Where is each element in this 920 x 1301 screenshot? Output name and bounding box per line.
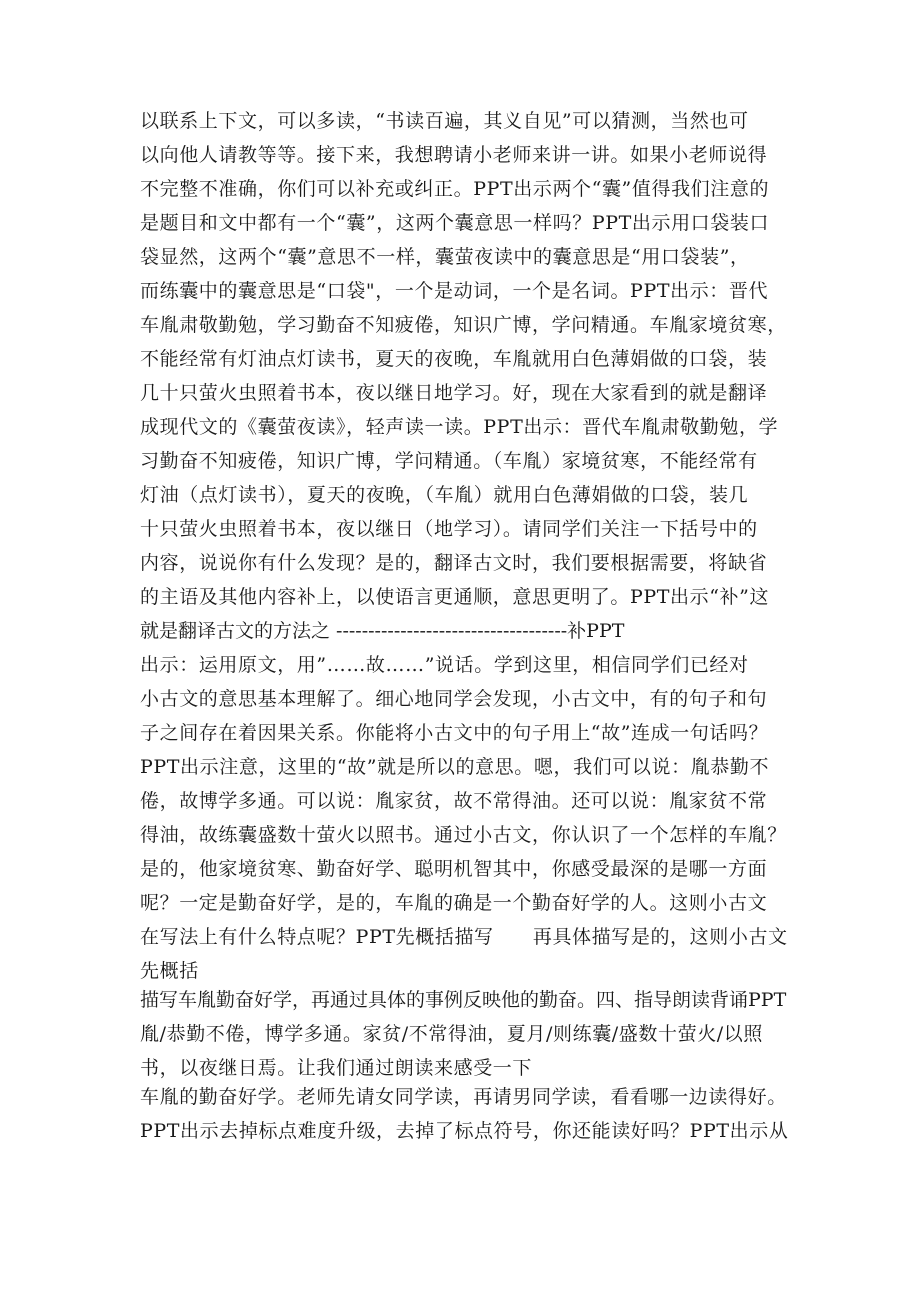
text-line: 得油，故练囊盛数十萤火以照书。通过小古文，你认识了一个怎样的车胤？ — [140, 824, 787, 846]
text-line: 子之间存在着因果关系。你能将小古文中的句子用上“故”连成一句话吗？ — [140, 722, 769, 744]
text-line: 袋显然，这两个“囊”意思不一样，囊萤夜读中的囊意思是“用口袋装”， — [140, 246, 750, 268]
text-line: 先概括 — [140, 960, 199, 982]
text-line: 几十只萤火虫照着书本，夜以继日地学习。好，现在大家看到的就是翻译 — [140, 382, 768, 404]
text-line: 小古文的意思基本理解了。细心地同学会发现，小古文中，有的句子和句 — [140, 688, 768, 710]
text-line: 车胤的勤奋好学。老师先请女同学读，再请男同学读，看看哪一边读得好。 — [140, 1086, 787, 1108]
text-line: 不能经常有灯油点灯读书，夏天的夜晚，车胤就用白色薄娟做的口袋，装 — [140, 348, 768, 370]
text-line: PPT出示注意，这里的“故”就是所以的意思。嗯，我们可以说：胤恭勤不 — [140, 756, 770, 778]
text-line: 是题目和文中都有一个“囊”，这两个囊意思一样吗？PPT出示用口袋装口 — [140, 212, 770, 234]
text-line: 以联系上下文，可以多读，“书读百遍，其义自见”可以猜测，当然也可 — [140, 110, 749, 132]
text-line: 不完整不准确，你们可以补充或纠正。PPT出示两个“囊”值得我们注意的 — [140, 178, 770, 200]
text-line: 呢？一定是勤奋好学，是的，车胤的确是一个勤奋好学的人。这则小古文 — [140, 892, 768, 914]
text-line: 十只萤火虫照着书本，夜以继日（地学习）。请同学们关注一下括号中的 — [140, 518, 758, 540]
text-line: 出示：运用原文，用”……故……”说话。学到这里，相信同学们已经对 — [140, 654, 749, 676]
text-line: 倦，故博学多通。可以说：胤家贫，故不常得油。还可以说：胤家贫不常 — [140, 790, 768, 812]
text-line: 以向他人请教等等。接下来，我想聘请小老师来讲一讲。如果小老师说得 — [140, 144, 768, 166]
text-line: 的主语及其他内容补上，以使语言更通顺，意思更明了。PPT出示“补”这 — [140, 586, 770, 608]
text-line: 灯油（点灯读书），夏天的夜晚，（车胤）就用白色薄娟做的口袋，装几 — [140, 484, 749, 506]
text-line: 车胤肃敬勤勉，学习勤奋不知疲倦，知识广博，学问精通。车胤家境贫寒， — [140, 314, 787, 336]
document-body — [140, 110, 790, 1154]
text-line: 成现代文的《囊萤夜读》，轻声读一读。PPT出示：晋代车胤肃敬勤勉，学 — [140, 416, 779, 438]
text-line: PPT出示去掉标点难度升级，去掉了标点符号，你还能读好吗？PPT出示从 — [140, 1120, 789, 1142]
text-line: 就是翻译古文的方法之 ------------------------------------补PPT — [140, 620, 625, 642]
text-line: 描写车胤勤奋好学，再通过具体的事例反映他的勤奋。四、指导朗读背诵PPT — [140, 989, 787, 1011]
text-line: 而练囊中的囊意思是“口袋"，一个是动词，一个是名词。PPT出示：晋代 — [140, 280, 769, 302]
text-line: 书，以夜继日焉。让我们通过朗读来感受一下 — [140, 1057, 533, 1079]
text-line: 内容，说说你有什么发现？是的，翻译古文时，我们要根据需要，将缺省 — [140, 552, 768, 574]
text-line: 胤/恭勤不倦，博学多通。家贫/不常得油，夏月/则练囊/盛数十萤火/以照 — [140, 1023, 764, 1045]
text-line: 在写法上有什么特点呢？PPT先概括描写 再具体描写是的，这则小古文 — [140, 926, 788, 948]
text-line: 习勤奋不知疲倦，知识广博，学问精通。（车胤）家境贫寒，不能经常有 — [140, 450, 758, 472]
text-line: 是的，他家境贫寒、勤奋好学、聪明机智其中，你感受最深的是哪一方面 — [140, 858, 768, 880]
